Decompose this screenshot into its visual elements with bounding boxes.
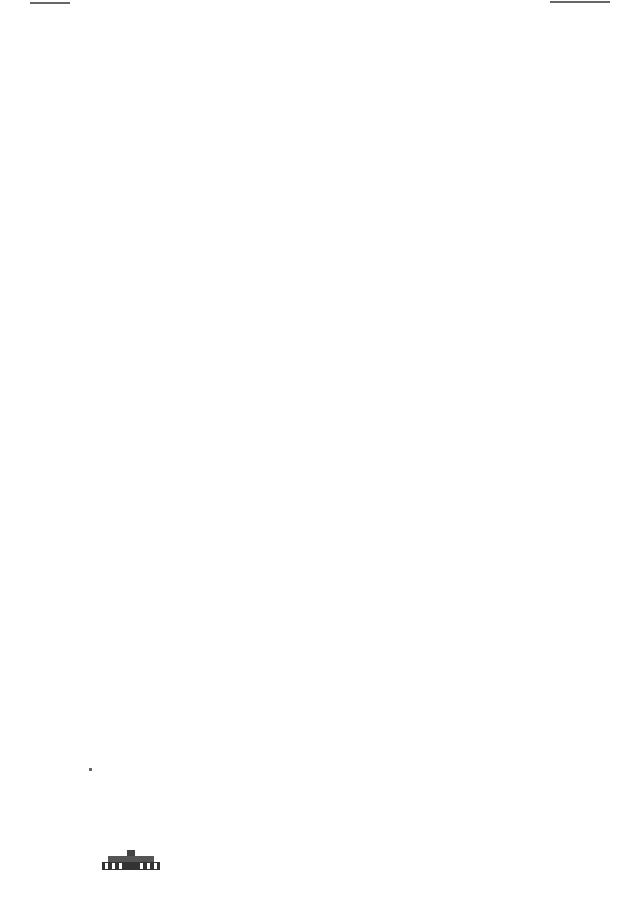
scan-mark — [550, 1, 610, 3]
government-building-logo — [100, 848, 162, 872]
scan-mark — [89, 768, 92, 771]
scan-mark — [30, 2, 70, 4]
